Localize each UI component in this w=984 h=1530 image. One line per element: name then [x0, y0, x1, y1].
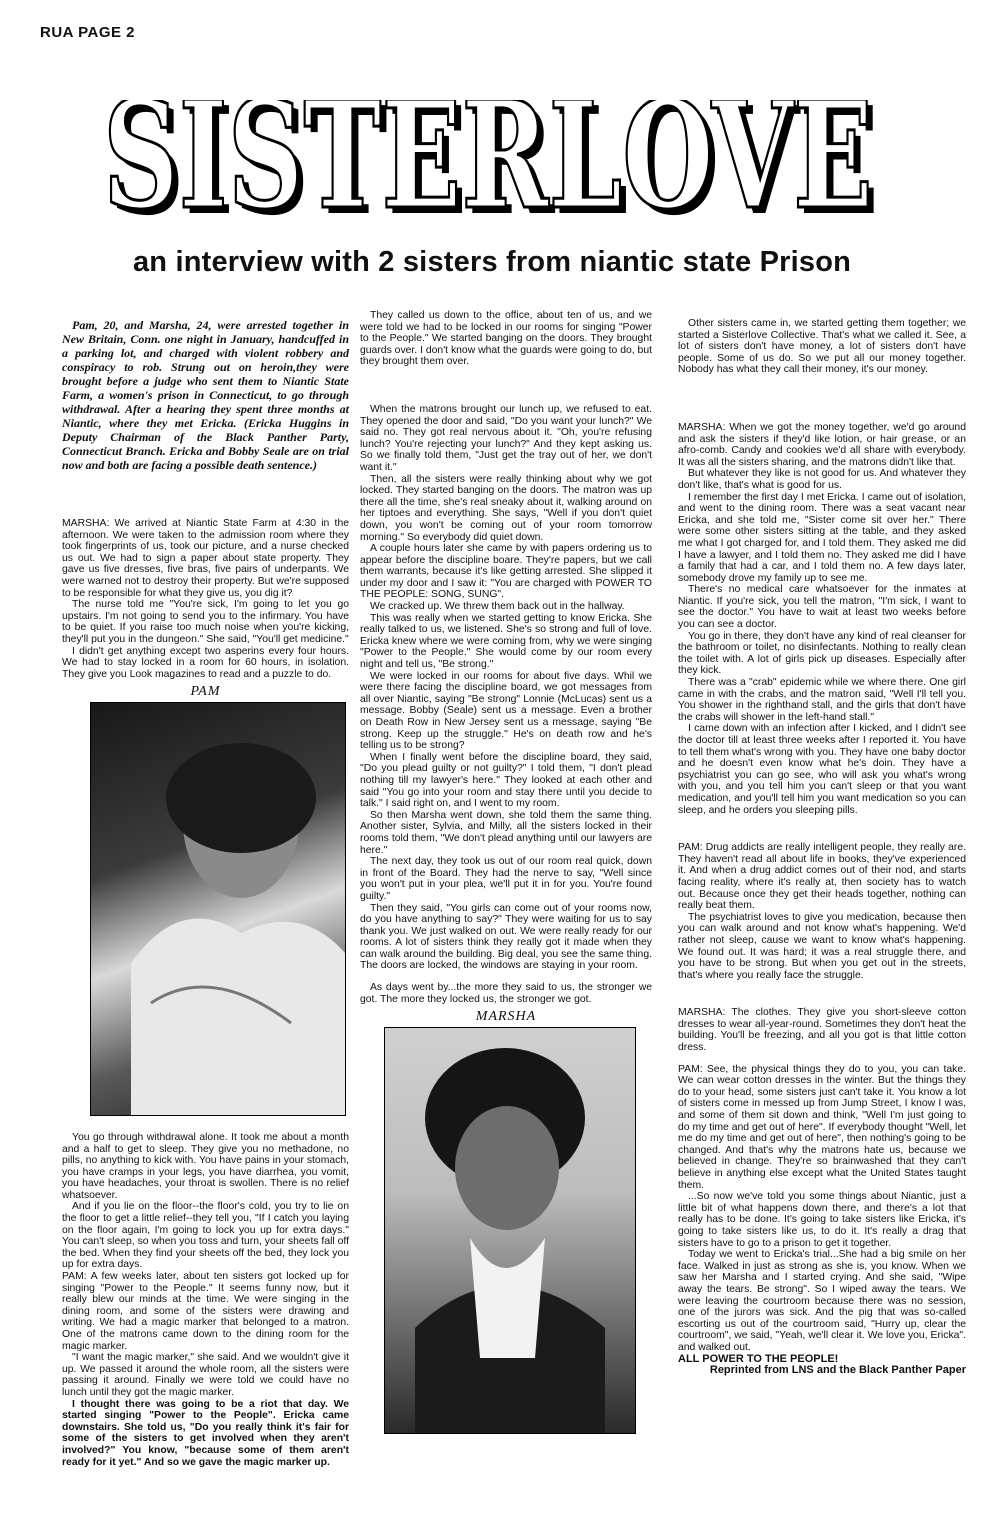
body-paragraph: So then Marsha went down, she told them the same thing. Another sister, Sylvia, and Milly, all the sisters locked in their rooms told them, "We don't plead anything until our lawyers are here." — [360, 809, 652, 856]
body-paragraph: Then they said, "You girls can come out of your rooms now, do you have anything to say?" They were waiting for us to say thank you. We just walked on out. We were really ready for our rooms. A lot of sisters think they really got it made when they can walk around the building. Big deal, you see the same thing. The doors are locked, the windows are staying in your room. — [360, 902, 652, 972]
body-paragraph: PAM: A few weeks later, about ten sisters got locked up for singing "Power to the People." It seems funny now, but it really blew our minds at the time. We were singing in the dining room, and some of the sisters were drawing and writing. We had a magic marker that belonged to a matron. One of the matrons came down to the dining room for the magic marker. — [62, 1271, 349, 1352]
body-paragraph: MARSHA: When we got the money together, we'd go around and ask the sisters if they'd like lotion, or hair grease, or an afro-comb. Candy and cookies we'd all share with everybody. It was all the sisters sharing, and the matrons didn't like that. — [678, 421, 966, 468]
body-paragraph: The next day, they took us out of our room real quick, down in front of the Board. They had the nerve to say, "Well since you won't put in your plea, we'll put it in for you. You're found guilty." — [360, 856, 652, 902]
body-paragraph: But whatever they like is not good for us. And whatever they don't like, that's what is good for us. — [678, 468, 966, 491]
body-paragraph: PAM: Drug addicts are really intelligent people, they really are. They haven't read all about life in books, they've experienced it. And when a drug addict comes out of their nod, and starts facing reality, where it's really at, then society has to watch out. Because once they get their heads together, nothing can really beat them. — [678, 842, 966, 912]
body-paragraph: I thought there was going to be a riot that day. We started singing "Power to the People". Ericka came downstairs. She told us, "Do you really think it's fair for some of the sisters to get involved when they aren't involved?" You know, "because some of them aren't ready for it yet." And so we gave the magic marker up. — [62, 1398, 349, 1468]
body-paragraph: MARSHA: The clothes. They give you short-sleeve cotton dresses to wear all-year-round. Sometimes they don't heat the building. You'll be freezing, and all you got is that little cotton dress. — [678, 1007, 966, 1054]
intro-paragraph: Pam, 20, and Marsha, 24, were arrested together in New Britain, Conn. one night in January, handcuffed in a parking lot, and charged with violent robbery and conspiracy to rob. Strung out on heroin,they were brought before a judge who sent them to Niantic State Farm, a women's prison in Connecticut, to go through withdrawal. After a hearing they spent three months at Niantic, where they met Ericka. (Ericka Huggins in Deputy Chairman of the Black Panther Party, Connecticut Branch. Ericka and Bobby Seale are on trial now and both are facing a possible death sentence.) — [62, 318, 349, 472]
body-paragraph: I came down with an infection after I kicked, and I didn't see the doctor till at least three weeks after I reported it. You have to tell them what's wrong with you. They have one baby doctor and he doesn't even know what he's doin. They have a psychiatrist you can go see, who will ask you what's wrong with you, and you tell him you can't sleep or that you want medication, and you'll tell him you want medication so you can sleep, and he orders you sleeping pills. — [678, 723, 966, 816]
masthead-shadow: SISTERLOVE — [109, 100, 879, 230]
body-paragraph: I didn't get anything except two asperins every four hours. We had to stay locked in a room for 60 hours, in isolation. They give you Look magazines to read and a puzzle to do. — [62, 645, 349, 680]
column-1 — [62, 318, 349, 1468]
photo-caption-pam: PAM — [190, 684, 221, 700]
body-paragraph: There's no medical care whatsoever for the inmates at Niantic. If you're sick, you tell the matron, "I'm sick, I want to see the doctor." You have to wait at least two weeks before you can see a doctor. — [678, 584, 966, 631]
masthead-lettering — [95, 100, 885, 230]
masthead-face: SISTERLOVE — [103, 100, 873, 230]
reprint-credit: Reprinted from LNS and the Black Panther Paper — [709, 1364, 966, 1377]
subtitle: an interview with 2 sisters from niantic state Prison — [132, 246, 852, 278]
body-paragraph: ...So now we've told you some things about Niantic, just a little bit of what happens down there, and there's a lot that really has to be done. It's going to take sisters like Ericka, it's going to take sisters like us, to do it. It's really a drag that sisters have to go to a prison to get it together. — [678, 1191, 966, 1249]
body-paragraph: I remember the first day I met Ericka. I came out of isolation, and went to the dining room. There was a seat vacant near Ericka, and she told me, "Sister come sit over her." There were some other sisters sitting at the table, and they asked me what I got charged for, and I told them. They asked me did I have a lawyer, and I told them no. They asked me did I have a family that had a car, and I told them no. A few days later, somebody drove my family up to see me. — [678, 491, 966, 584]
body-paragraph: When I finally went before the discipline board, they said, "Do you plead guilty or not guilty?" I told them, "I don't plead nothing till my lawyer's here." They looked at each other and said "You go into your room and stay there until you decide to talk." I said right on, and I went to my room. — [360, 751, 652, 810]
portrait-silhouette — [91, 703, 345, 1115]
photo-marsha — [384, 1027, 636, 1434]
photo-pam — [90, 702, 346, 1116]
body-paragraph: "I want the magic marker," she said. And we wouldn't give it up. We passed it around the whole room, all the sisters were passing it around. Finally we were told we could have no lunch until they got the magic marker. — [62, 1352, 349, 1398]
body-paragraph: They called us down to the office, about ten of us, and we were told we had to be locked in our rooms for singing "Power to the People." We started banging on the doors. They brought guards over. I don't know what the guards were going to do, but they brought them over. — [360, 310, 652, 368]
body-paragraph: And if you lie on the floor--the floor's cold, you try to lie on the floor to get a little relief--they tell you, "If I catch you laying on the floor again, I'm going to lock you up for extra days." You can't sleep, so when you toss and turn, your sheets fall off the bed. When they find your sheets off the bed, they lock you up for extra days. — [62, 1201, 349, 1271]
body-paragraph: You go in there, they don't have any kind of real cleanser for the bathroom or toilet, no disinfectants. Nothing to really clean the toilet with. A lot of girls pick up diseases. Especially after they kick. — [678, 630, 966, 677]
body-paragraph: The nurse told me "You're sick, I'm going to let you go upstairs. I'm not going to send you to the infirmary. You have to be quiet. If you raise too much noise when you're kicking, they'll put you in the dungeon." She said, "You'll get medicine." — [62, 599, 349, 645]
body-paragraph: Today we went to Ericka's trial...She had a big smile on her face. Walked in just as strong as she is, you know. When we saw her Marsha and I started crying. And she said, "Wipe away the tears. Be strong". So I wiped away the tears. We were leaving the courtroom because there was no session, one of the jurors was sick. And the pig that was so-called escorting us out of the courtroom said, "Hurry up, clear the courtroom", we said, "Yeah, we'll clear it. We love you, Ericka". and walked out. — [678, 1249, 966, 1353]
body-paragraph: The psychiatrist loves to give you medication, because then you can walk around and not know what's happening. We'd rather not sleep, cause we want to know what's happening. We found out. It was hard; it was a real struggle there, and you have to be strong. But when you get out in the streets, that's where you really face the struggle. — [678, 911, 966, 981]
body-paragraph: Other sisters came in, we started getting them together; we started a Sisterlove Collective. That's what we called it. See, a lot of sisters don't have money, a lot of sisters don't have people. Some of us do. So we put all our money together. Nobody has what they call their money, it's our money. — [678, 318, 966, 376]
photo-caption-marsha: MARSHA — [475, 1009, 537, 1025]
closing-slogan: ALL POWER TO THE PEOPLE! — [678, 1352, 839, 1365]
body-paragraph: We cracked up. We threw them back out in the hallway. — [370, 601, 625, 613]
body-paragraph: As days went by...the more they said to us, the stronger we got. The more they locked us, the stronger we got. — [360, 982, 652, 1005]
column-2 — [360, 310, 652, 1434]
column-3 — [678, 318, 966, 1377]
body-paragraph: When the matrons brought our lunch up, we refused to eat. They opened the door and said, "Do you want your lunch?" We said no. They got real nervous about it. "Oh, you're refusing lunch? You're rejecting your lunch?" And they kept asking us. So we finally told them, "Just get the tray out of her, we don't want it." — [360, 403, 652, 473]
body-paragraph: This was really when we started getting to know Ericka. She really talked to us, we listened. She's so strong and full of love. Ericka knew where we were coming from, why we were singing "Power to the People." She would come by our room every night and tell us, "Be strong." — [360, 612, 652, 671]
body-paragraph: Then, all the sisters were really thinking about why we got locked. They started banging on the doors. The matron was up there all the time, she's real sneaky about it, walking around on her tiptoes and everything. She says, "Well if you don't quiet down, you won't be coming out of your room tomorrow morning." So everybody did quiet down. — [360, 473, 652, 543]
body-paragraph: We were locked in our rooms for about five days. Whil we were there facing the discipline board, we got messages from all over Niantic, saying "Be strong" Lonnie (McLucas) sent us a message. Bobby (Seale) sent us a message. Even a brother on Death Row in New Jersey sent us a message, saying "Be strong. Keep up the struggle." He's on death row and he's telling us to be strong? — [360, 670, 652, 752]
body-paragraph: You go through withdrawal alone. It took me about a month and a half to get to sleep. They give you no methadone, no pills, no anything to kick with. You have pains in your stomach, you have cramps in your legs, you have diarrhea, you vomit, you have headaches, your throat is swollen. There is no relief whatsoever. — [62, 1131, 349, 1201]
body-paragraph: MARSHA: We arrived at Niantic State Farm at 4:30 in the afternoon. We were taken to the admission room where they took fingerprints of us, took our picture, and a nurse checked us out. We had to sign a paper about state property. They gave us five dresses, five bras, five pairs of underpants. We were warned not to destroy their property. But we're supposed to be responsible for what they give us, you dig it? — [62, 518, 349, 599]
body-paragraph: PAM: See, the physical things they do to you, you can take. We can wear cotton dresses in the winter. But the things they do to your head, some sisters just can't take it. You know a lot of sisters come in messed up from Jump Street, I know I was, and some of them sit down and think, "Well I'm just going to do my time and get out of here". If everybody thought "Well, let me do my time and get out of here", then nothing's going to be changed. And that's why the matrons hate us, because we believed in change. They're so brainwashed that they can't believe in anything else except what the United States taught them. — [678, 1063, 966, 1191]
body-paragraph: A couple hours later she came by with papers ordering us to appear before the discipline boare. They're papers, but we call them warrants, because it's like getting arrested. She slipped it under my door and I saw it: "You are charged with POWER TO THE PEOPLE: SONG, SUNG". — [360, 543, 652, 601]
portrait-silhouette — [385, 1028, 635, 1433]
page-label: RUA PAGE 2 — [40, 24, 136, 41]
body-paragraph: There was a "crab" epidemic while we where there. One girl came in with the crabs, and the matron said, "Well I'll tell you. You shower in the righthand stall, and the girls that don't have the crabs will shower in the left-hand stall." — [678, 677, 966, 723]
masthead-title — [95, 100, 885, 230]
